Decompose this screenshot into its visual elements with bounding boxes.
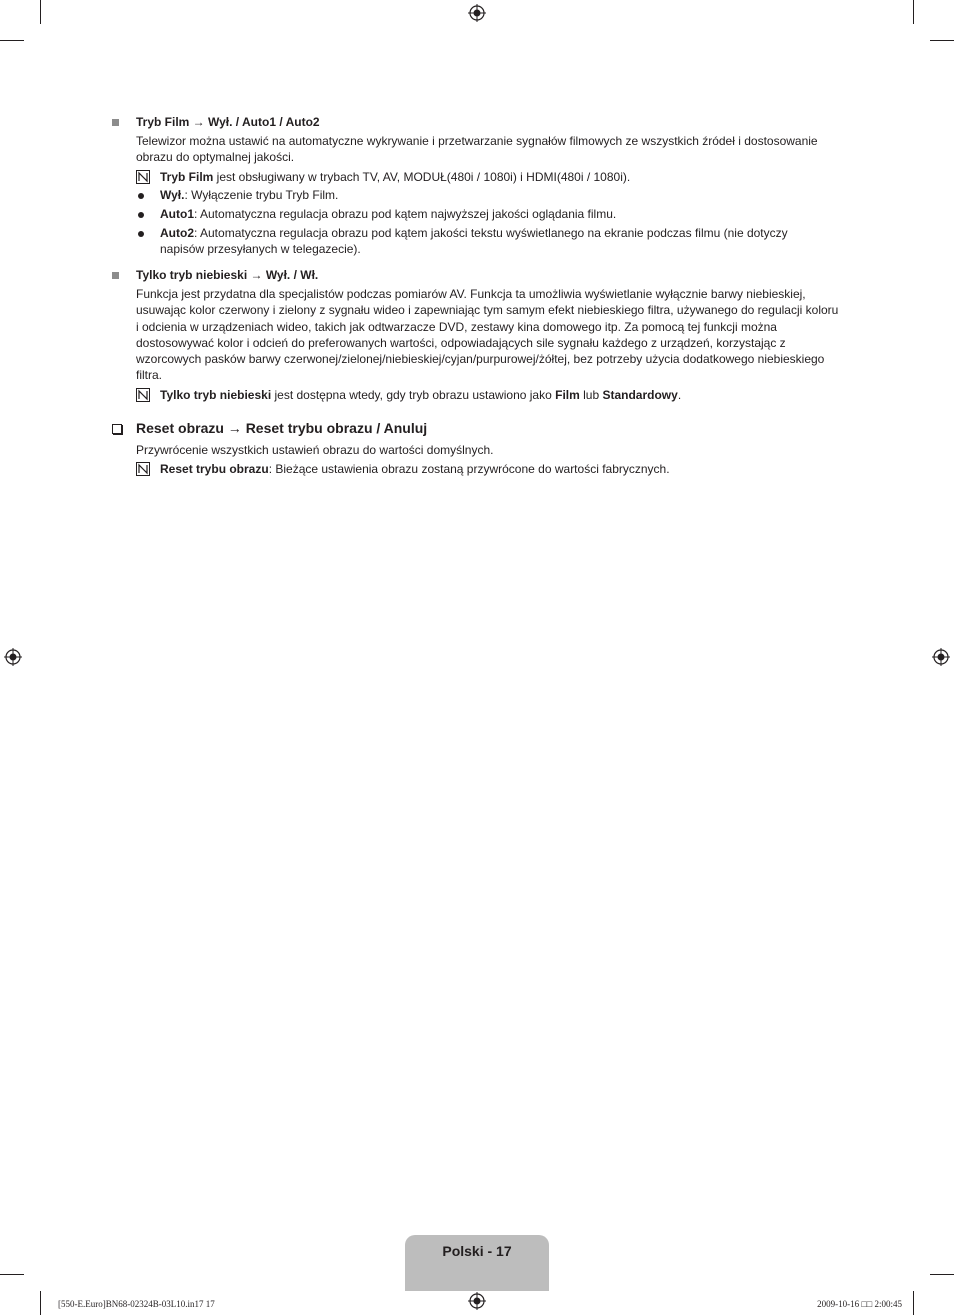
list-item [136,225,840,259]
note-icon [136,462,150,476]
registration-mark-icon [932,648,950,666]
list-item-term: Auto1 [160,207,194,221]
list-item-body: : Automatyczna regulacja obrazu pod kątem jakości tekstu wyświetlanego na ekranie podczas filmu (nie dotyczy napisów przesyłanych w telegazecie). [160,226,788,257]
note [136,387,840,404]
section-heading-tryb-film: Tryb Film → Wył. / Auto1 / Auto2 [136,115,320,129]
bullet-dot-icon [138,231,144,237]
crop-mark [0,40,24,41]
square-bullet-icon [112,119,119,126]
registration-mark-icon [4,648,22,666]
bullet-dot-icon [138,212,144,218]
registration-mark-icon [468,4,486,22]
section-heading-reset-obrazu: Reset obrazu → Reset trybu obrazu / Anuluj [136,420,428,436]
note [136,169,840,186]
list-item-text [160,225,820,258]
section-description: Funkcja jest przydatna dla specjalistów podczas pomiarów AV. Funkcja ta umożliwia wyświetlanie wyłącznie barwy niebieskiej, usuwając kolor czerwony i zielony z sygnału wideo i zapewniając tym samym efekt niebieskiego filtra, używanego do regulacji koloru i odcienia w urządzeniach wideo, takich jak odtwarzacze DVD, zestawy kina domowego itp. Za pomocą tej funkcji można dostosowywać kolor i odcień do preferowanych wartości, odpowiadających sile sygnału każdego z urządzeń, korzystając z wzorcowych pasków barwy czerwonej/zielonej/niebieskiej/cyjan/purpurowej/żółtej, bez potrzeby użycia dodatkowego niebieskiego filtra. [136,287,839,383]
crop-mark [40,0,41,24]
note-term: Tylko tryb niebieski [160,388,272,402]
page-number-tab: Polski - 17 [405,1235,549,1291]
footer-timestamp: 2009-10-16 □□ 2:00:45 [817,1299,902,1309]
crop-mark [930,40,954,41]
list-item-term: Auto2 [160,226,194,240]
crop-mark [40,1291,41,1315]
note-body: : Bieżące ustawienia obrazu zostaną przywrócone do wartości fabrycznych. [268,462,670,476]
registration-mark-icon [468,1292,486,1310]
note-text [160,387,840,403]
footer-file-info: [550-E.Euro]BN68-02324B-03L10.in17 17 [58,1299,215,1309]
note-icon [136,388,150,402]
note-term: Tryb Film [160,170,214,184]
square-bullet-icon [112,272,119,279]
note [136,461,840,478]
checkbox-bullet-icon [112,424,122,434]
crop-mark [0,1274,24,1275]
note-term: Film [555,388,580,402]
crop-mark [913,0,914,24]
section-description: Przywrócenie wszystkich ustawień obrazu do wartości domyślnych. [136,443,494,457]
note-term: Standardowy [602,388,678,402]
list-item-term: Wył. [160,188,185,202]
list-item-text [160,187,820,203]
crop-mark [913,1291,914,1315]
note-text [160,461,840,477]
note-term: Reset trybu obrazu [160,462,269,476]
note-body: lub [579,388,603,402]
section-heading-tylko-tryb-niebieski: Tylko tryb niebieski → Wył. / Wł. [136,268,319,282]
crop-mark [930,1274,954,1275]
list-item-body: : Automatyczna regulacja obrazu pod kątem najwyższej jakości oglądania filmu. [194,207,617,221]
list-item-body: : Wyłączenie trybu Tryb Film. [184,188,339,202]
note-body: . [677,388,682,402]
note-body: jest dostępna wtedy, gdy tryb obrazu ustawiono jako [271,388,556,402]
note-icon [136,170,150,184]
bullet-dot-icon [138,193,144,199]
note-body: jest obsługiwany w trybach TV, AV, MODUŁ(480i / 1080i) i HDMI(480i / 1080i). [213,170,631,184]
list-item [136,206,840,223]
note-text [160,169,840,185]
list-item [136,187,840,204]
section-description: Telewizor można ustawić na automatyczne wykrywanie i przetwarzanie sygnałów filmowych ze wszystkich źródeł i dostosowanie obrazu do optymalnej jakości. [136,134,818,165]
list-item-text [160,206,820,222]
